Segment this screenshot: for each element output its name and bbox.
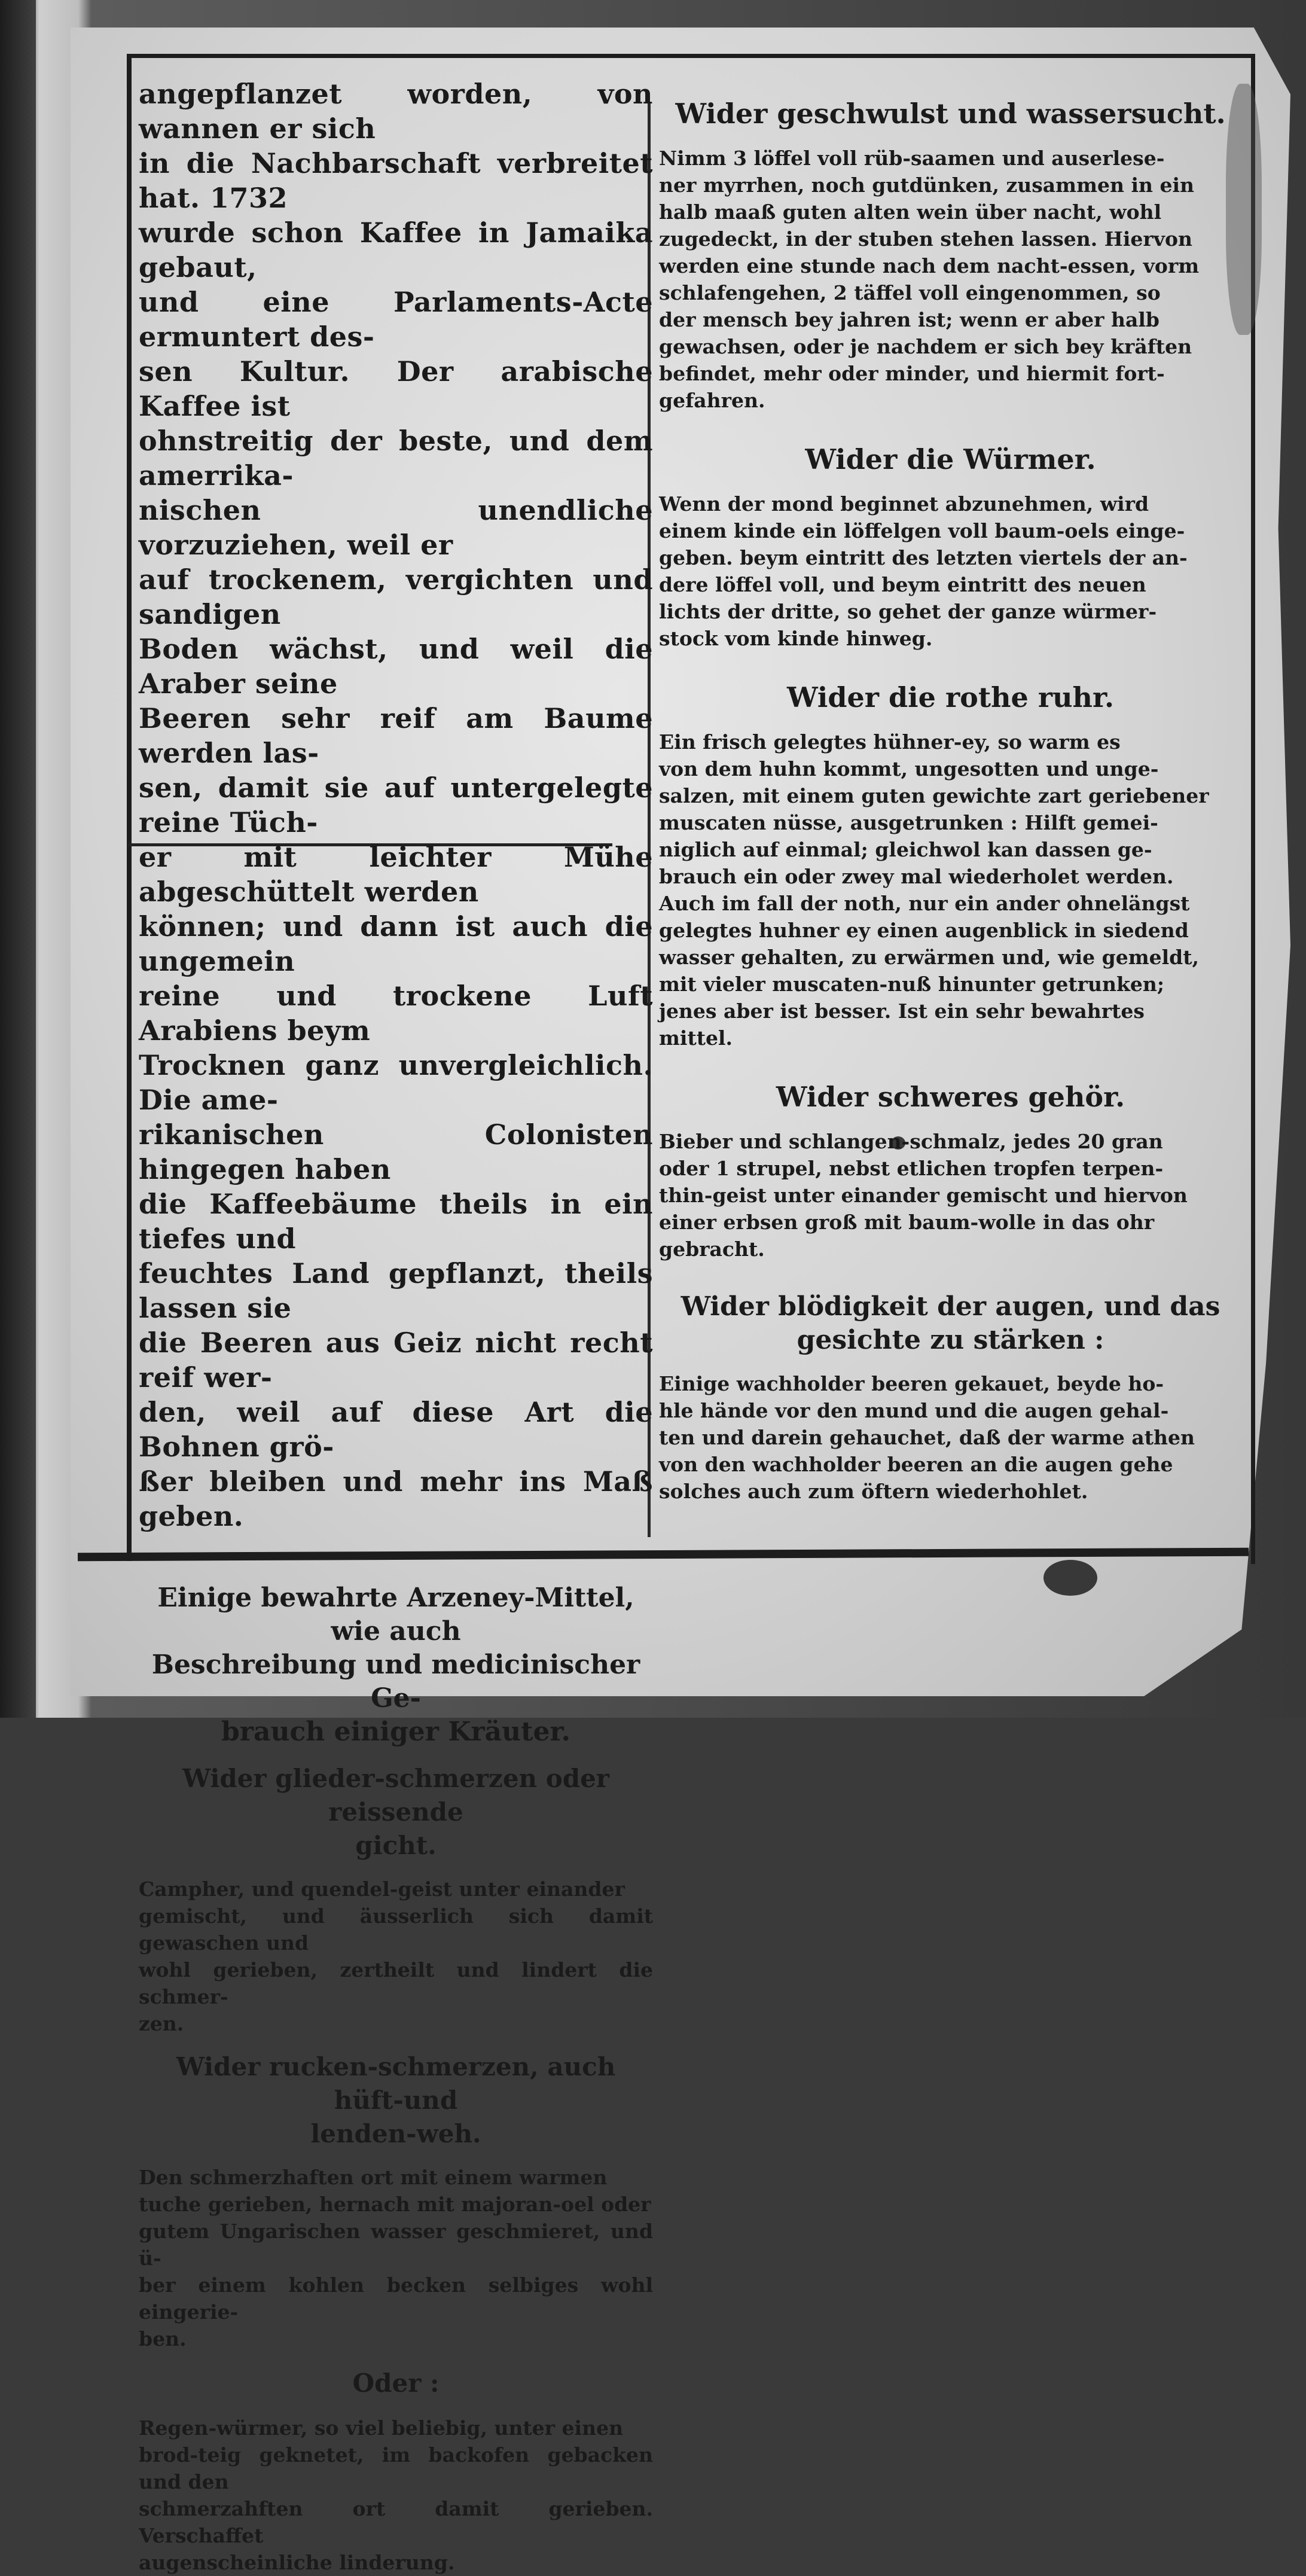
remedy-title-wuermer: Wider die Würmer. xyxy=(805,443,1096,475)
page-border-left xyxy=(127,54,132,1561)
coffee-article-text: angepflanzet worden, von wannen er sich in die Nachbarschaft verbreitet hat. 1732 wurde schon Kaffee in Jamaika gebaut, und eine Parlaments-Acte ermuntert des- sen Kultur. Der arabische Kaffee ist ohnstreitig der beste, und dem amerrika- nischen unendliche vorzuziehen, weil er auf trockenem, vergichten und sandigen Boden wächst, und weil die Araber seine Beeren sehr reif am Baume werden las- sen, damit sie auf untergelegte reine Tüch- er mit leichter Mühe abgeschüttelt werden können; und dann ist auch die ungemein reine und trockene Luft Arabiens beym Trocknen ganz unvergleichlich. Die ame- rikanischen Colonisten hingegen haben die Kaffeebäume theils in ein tiefes und feuchtes Land gepflanzt, theils lassen sie die Beeren aus Geiz nicht recht reif wer- den, weil auf diese Art die Bohnen grö- ßer bleiben und mehr ins Maß geben. xyxy=(139,78,653,1532)
remedy-title-ruhr: Wider die rothe ruhr. xyxy=(787,681,1114,714)
remedy-text-ruhr: Ein frisch gelegtes hühner-ey, so warm es von dem huhn kommt, ungesotten und unge- salzen, mit einem guten gewichte zart geriebener muscaten nüsse, ausgetrunken : Hilft gemei- niglich auf einmal; gleichwol kan dassen ge- brauch ein oder zwey mal wiederholet werden. Auch im fall der noth, nur ein ander ohnelängst gelegtes huhner ey einen augenblick in siedend wasser gehalten, zu erwärmen und, wie gemeldt, mit vieler muscaten-nuß hinunter getrunken; jenes aber ist besser. Ist ein sehr bewahrtes mittel. xyxy=(659,730,1209,1050)
remedy-title-rucken: Wider rucken-schmerzen, auch hüft-und lenden-weh. xyxy=(176,2052,616,2148)
remedy-title-augen: Wider blödigkeit der augen, und das gesichte zu stärken : xyxy=(681,1291,1220,1355)
left-column xyxy=(139,77,653,2576)
remedy-title-gehoer: Wider schweres gehör. xyxy=(776,1081,1125,1113)
remedy-text-augen: Einige wachholder beeren gekauet, beyde ho- hle hände vor den mund und die augen gehal- ten und darein gehauchet, daß der warme athen von den wachholder beeren an die augen gehe solches auch zum öftern wiederhohlet. xyxy=(659,1372,1195,1503)
remedy-text-gehoer: Bieber und schlangen-schmalz, jedes 20 gran oder 1 strupel, nebst etlichen tropfen terpen- thin-geist unter einander gemischt und hiervon einer erbsen groß mit baum-wolle in das ohr gebracht. xyxy=(659,1130,1188,1261)
remedy-title-glieder: Wider glieder-schmerzen oder reissende gicht. xyxy=(182,1764,609,1860)
binding-edge xyxy=(0,0,36,1718)
remedy-title-geschwulst: Wider geschwulst und wassersucht. xyxy=(675,97,1226,130)
remedy-text-rucken: Den schmerzhaften ort mit einem warmen tuche gerieben, hernach mit majoran-oel oder gutem Ungarischen wasser geschmieret, und ü- ber einem kohlen becken selbiges wohl eingerie- ben. xyxy=(139,2166,653,2351)
remedies-section-title: Einige bewahrte Arzeney-Mittel, wie auch Beschreibung und medicinischer Ge- brauch einiger Kräuter. xyxy=(151,1583,640,1747)
right-column xyxy=(659,96,1242,1505)
remedy-title-oder: Oder : xyxy=(352,2368,440,2398)
remedy-text-wuermer: Wenn der mond beginnet abzunehmen, wird einem kinde ein löffelgen voll baum-oels einge- geben. beym eintritt des letzten viertels der an- dere löffel voll, und beym eintritt des neuen lichts der dritte, so gehet der ganze würmer- stock vom kinde hinweg. xyxy=(659,492,1188,650)
remedy-text-geschwulst: Nimm 3 löffel voll rüb-saamen und auserlese- ner myrrhen, noch gutdünken, zusammen in ein halb maaß guten alten wein über nacht, wohl zugedeckt, in der stuben stehen lassen. Hiervon werden eine stunde nach dem nacht-essen, vorm schlafengehen, 2 täffel voll eingenommen, so der mensch bey jahren ist; wenn er aber halb gewachsen, oder je nachdem er sich bey kräften befindet, mehr oder minder, und hiermit fort- gefahren. xyxy=(659,147,1200,412)
remedy-text-glieder: Campher, und quendel-geist unter einander gemischt, und äusserlich sich damit gewaschen und wohl gerieben, zertheilt und lindert die schmer- zen. xyxy=(139,1877,653,2035)
ink-blot xyxy=(1043,1560,1097,1596)
remedy-text-oder: Regen-würmer, so viel beliebig, unter einen brod-teig geknetet, im backofen gebacken und den schmerzahften ort damit gerieben. Verschaffet augenscheinliche linderung. xyxy=(139,2416,653,2574)
